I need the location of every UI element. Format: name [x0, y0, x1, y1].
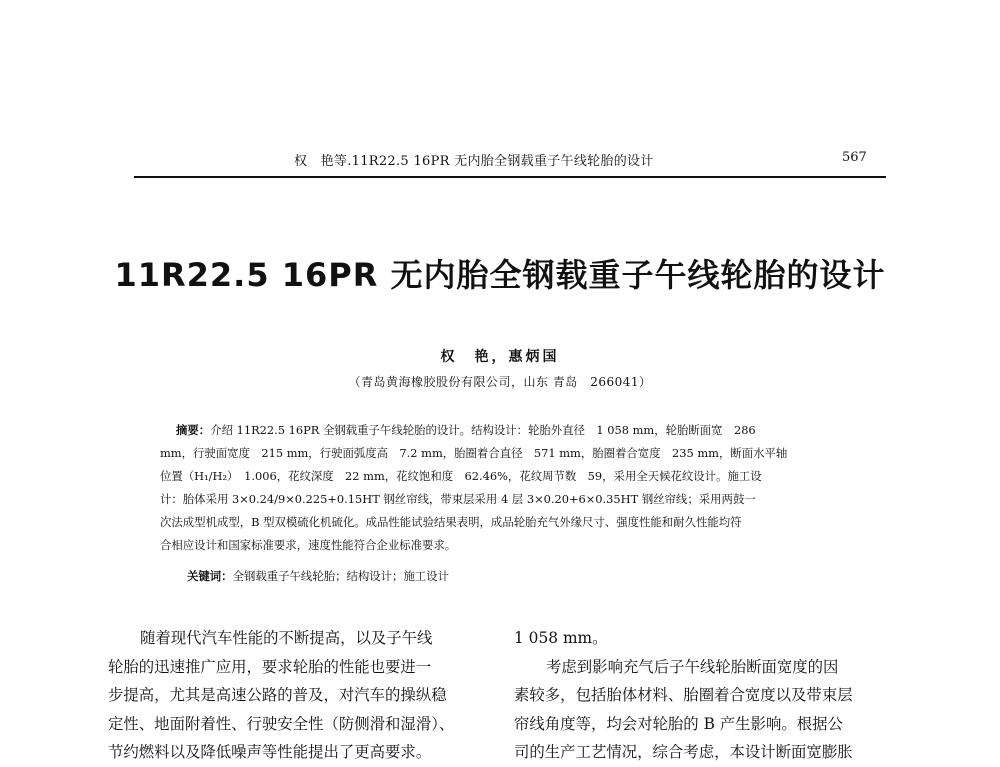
keywords-text: 全钢载重子午线轮胎；结构设计；施工设计 [232, 569, 450, 583]
body-line: 步提高，尤其是高速公路的普及，对汽车的操纵稳 [108, 686, 447, 704]
body-line: 定性、地面附着性、行驶安全性（防侧滑和湿滑）、 [108, 714, 455, 733]
affiliation: （青岛黄海橡胶股份有限公司，山东 青岛 266041） [348, 375, 652, 389]
body-right-column [514, 624, 892, 767]
body-line: 随着现代汽车性能的不断提高，以及子午线 [140, 629, 433, 647]
running-head: 权 艳等.11R22.5 16PR 无内胎全钢载重子午线轮胎的设计 [294, 154, 654, 169]
body-line: 轮胎的迅速推广应用，要求轮胎的性能也要进一 [108, 657, 432, 676]
body-line: 节约燃料以及降低噪声等性能提出了更高要求。 [108, 743, 432, 761]
keywords-label: 关键词： [187, 569, 233, 583]
body-line: 素较多，包括胎体材料、胎圈着合宽度以及带束层 [514, 686, 853, 704]
abstract-line: 计：胎体采用 3×0.24/9×0.225+0.15HT 钢丝帘线，带束层采用 4 层 3×0.20+6×0.35HT 钢丝帘线；采用两鼓一 [160, 492, 756, 506]
abstract-line: 合相应设计和国家标准要求，速度性能符合企业标准要求。 [160, 538, 457, 552]
abstract-line: mm，行驶面宽度 215 mm，行驶面弧度高 7.2 mm，胎圈着合直径 571 mm，胎圈着合宽度 235 mm，断面水平轴 [160, 446, 788, 460]
abstract-line: 位置（H₁/H₂） 1.006，花纹深度 22 mm，花纹饱和度 62.46%，花纹周节数 59，采用全天候花纹设计。施工设 [160, 469, 762, 483]
abstract [160, 419, 835, 557]
body-line: 司的生产工艺情况，综合考虑，本设计断面宽膨胀 [514, 743, 853, 761]
body-line: 1 058 mm。 [514, 629, 608, 647]
body-left-column [108, 624, 493, 767]
keywords [187, 568, 449, 584]
authors: 权 艳，惠炳国 [440, 349, 560, 365]
abstract-label: 摘要： [176, 423, 211, 437]
article-title: 11R22.5 16PR 无内胎全钢载重子午线轮胎的设计 [114, 256, 886, 294]
page-number: 567 [842, 150, 867, 165]
abstract-line [160, 419, 835, 442]
body-line: 考虑到影响充气后子午线轮胎断面宽度的因 [546, 657, 839, 676]
abstract-text: 介绍 11R22.5 16PR 全钢载重子午线轮胎的设计。结构设计：轮胎外直径 1 058 mm，轮胎断面宽 286 [210, 423, 756, 437]
abstract-line: 次法成型机成型，B 型双模硫化机硫化。成品性能试验结果表明，成品轮胎充气外缘尺寸、强度性能和耐久性能均符 [160, 515, 742, 529]
header-rule [134, 176, 886, 178]
body-line: 帘线角度等，均会对轮胎的 B 产生影响。根据公 [514, 714, 843, 733]
